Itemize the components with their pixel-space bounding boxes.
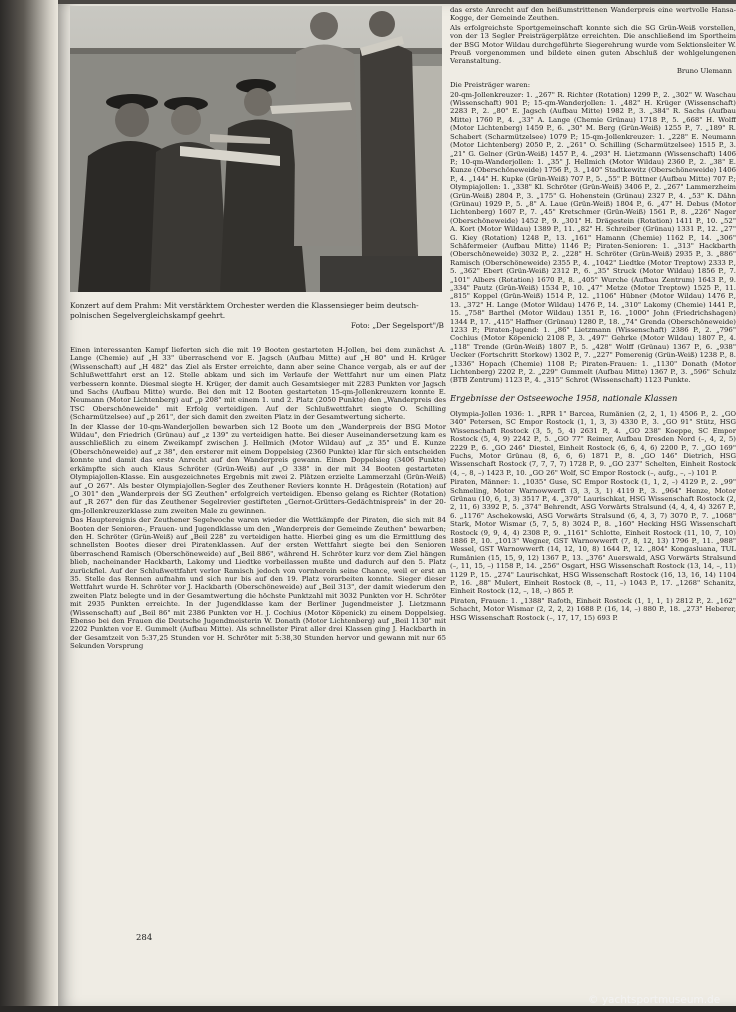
- results-section-title: Ergebnisse der Ostseewoche 1958, nationale Klassen: [450, 392, 678, 403]
- photo-credit: Foto: „Der Segelsport"/B: [350, 321, 444, 330]
- article-paragraph: In der Klasse der 10-qm-Wanderjollen bewarben sich 12 Boote um den „Wanderpreis der BSG Motor Wildau", den Friedrich (Grünau) auf „z 139" zu verteidigen hatte. Bei dieser Auseinandersetzung kam es ausschließlich zu einem Zweikampf zwischen J. Hellmich (Motor Wildau) auf „z 35" und E. Kunze (Oberschöneweide) auf „z 38", den ersterer mit einem Doppelsieg (2360 Punkte) klar für sich entscheiden konnte und damit das erste Anrecht auf den Wanderpreis gewann. Einen Doppelsieg (3406 Punkte) erkämpfte sich auch Klaus Schröter (Grün-Weiß) auf „O 338" in der mit 34 Booten gestarteten Olympiajollen-Klasse. Ein ausgezeichnetes Ergebnis mit zwei 2. Plätzen erzielte Lammerzahl (Grün-Weiß) auf „O 267". Als bester Olympiajollen-Segler des Zeuthener Reviers konnte H. Drägestein (Rotation) auf „O 301" den „Wanderpreis der SG Zeuthen" erfolgreich verteidigen. Ebenso gelang es Richter (Rotation) auf „R 267" den für das Zeuthener Segelrevier gestifteten „Gernot-Grütters-Gedächtnispreis" in der 20-qm-Jollenkreuzerklasse zum zweiten Male zu gewinnen.: [70, 422, 446, 515]
- article-right-column: [450, 6, 736, 623]
- bottom-band: [0, 1006, 736, 1012]
- caption-text: Konzert auf dem Prahm: Mit verstärktem Orchester werden die Klassensieger beim deutsch-polnischen Segelvergleichskampf geehrt.: [70, 301, 419, 320]
- article-left-column: [70, 346, 446, 652]
- results-piraten-frauen: Piraten, Frauen: 1. „1388" Rafoth, Einheit Rostock (1, 1, 1, 1) 2812 P., 2. „162" Schacht, Motor Wismar (2, 2, 2, 2) 1688 P. (16, 14, –) 880 P., 18. „273" Heberer, HSG Wissenschaft Rostock (–, 17, 17, 15) 693 P.: [450, 596, 736, 622]
- winners-list: 20-qm-Jollenkreuzer: 1. „267" R. Richter (Rotation) 1299 P., 2. „302" W. Waschau (Wissenschaft) 901 P.; 15-qm-Wanderjollen: 1. „482" H. Krüger (Wissenschaft) 2283 P., 2. „80" E. Jagsch (Aufbau Mitte) 1982 P., 3. „384" R. Sachs (Aufbau Mitte) 1760 P., 4. „33" A. Lange (Chemie Grünau) 1718 P., 5. „668" H. Wolff (Motor Lichtenberg) 1459 P., 6. „30" M. Berg (Grün-Weiß) 1255 P., 7. „189" R. Schabert (Scharmützelsee) 1079 P.; 15-qm-Jollenkreuzer: 1. „228" E. Neumann (Motor Lichtenberg) 2050 P., 2. „261" O. Schilling (Scharmützelsee) 1515 P., 3. „21" G. Gelner (Grün-Weiß) 1457 P., 4. „293" H. Lietzmann (Wissenschaft) 1406 P.; 10-qm-Wanderjollen: 1. „35" J. Hellmich (Motor Wildau) 2360 P., 2. „38" E. Kunze (Oberschöneweide) 1756 P., 3. „140" Stadtkewitz (Oberschöneweide) 1406 P., 4. „144" H. Kupke (Grün-Weiß) 707 P., 5. „55" P. Büttner (Aufbau Mitte) 707 P.; Olympiajollen: 1. „338" Kl. Schröter (Grün-Weiß) 3406 P., 2. „267" Lammerzheim (Grün-Weiß) 2804 P., 3. „175" G. Hohenstein (Grünau) 2327 P., 4. „53" K. Dähn (Grünau) 1929 P., 5. „8" A. Laue (Grün-Weiß) 1804 P., 6. „47" H. Debus (Motor Lichtenberg) 1607 P., 7. „45" Kretschmer (Grün-Weiß) 1561 P., 8. „226" Nager (Oberschöneweide) 1452 P., 9. „301" H. Drägestein (Rotation) 1411 P., 10. „52" A. Kort (Motor Wildau) 1389 P., 11. „82" H. Schreiber (Grünau) 1331 P., 12. „27" G. Kiey (Rotation) 1248 P., 13. „161" Hamann (Chemie) 1162 P., 14. „306" Schäfermeier (Aufbau Mitte) 1146 P.; Piraten-Senioren: 1. „313" Hackbarth (Oberschöneweide) 3032 P., 2. „228" H. Schröter (Grün-Weiß) 2935 P., 3. „886" Ramisch (Oberschöneweide) 2355 P., 4. „1042" Liedtke (Motor Treptow) 2333 P., 5. „362" Ebert (Grün-Weiß) 2312 P., 6. „35" Struck (Motor Wildau) 1856 P., 7. „101" Albers (Rotation) 1670 P., 8. „405" Wurche (Aufbau Zentrum) 1643 P., 9. „334" Pautz (Grün-Weiß) 1534 P., 10. „47" Metze (Motor Treptow) 1525 P., 11. „815" Koppel (Grün-Weiß) 1514 P., 12. „1106" Hübner (Motor Wildau) 1476 P., 13. „372" H. Lange (Motor Wildau) 1476 P., 14. „310" Lakomy (Chemie) 1441 P., 15. „758" Barthel (Motor Wildau) 1351 P., 16. „1000" John (Friedrichshagen) 1344 P., 17. „415" Haffner (Grünau) 1280 P., 18. „74" Grenda (Oberschöneweide) 1233 P.; Piraten-Jugend: 1. „86" Lietzmann (Wissenschaft) 2386 P., 2. „796" Cochius (Motor Köpenick) 2108 P., 3. „497" Gehrke (Motor Wildau) 1807 P., 4. „118" Trende (Grün-Weiß) 1807 P., 5. „428" Wolff (Grünau) 1367 P., 6. „938" Uecker (Fortschritt Storkow) 1302 P., 7. „227" Pomerenig (Grün-Weiß) 1238 P., 8. „1336" Hopach (Chemie) 1108 P.; Piraten-Frauen: 1. „1130" Donath (Motor Lichtenberg) 2202 P., 2. „229" Gummelt (Aufbau Mitte) 1367 P., 3. „596" Schulz (BTB Zentrum) 1123 P., 4. „315" Schrot (Wissenschaft) 1123 Punkte.: [450, 90, 736, 385]
- article-continuation: das erste Anrecht auf den heißumstrittenen Wanderpreis eine wertvolle Hansa-Kogge, der Gemeinde Zeuthen.: [450, 6, 736, 23]
- article-paragraph: Einen interessanten Kampf lieferten sich die mit 19 Booten gestarteten H-Jollen, bei dem zunächst A. Lange (Chemie) auf „H 33" überraschend vor E. Jagsch (Aufbau Mitte) auf „H 80" und H. Krüger (Wissenschaft) auf „H 482" das Ziel als Erster erreichte, dann aber seine Chance vergab, als er auf der Schlußwettfahrt erst an 12. Stelle abkam und sich im Verlaufe der Wettfahrt nur um einen Platz verbessern konnte. Diesmal siegte H. Krüger, der damit auch Gesamtsieger mit 2283 Punkten vor Jagsch und Sachs (Aufbau Mitte) wurde. Bei den mit 12 Booten gestarteten 15-qm-Jollenkreuzern konnte E. Neumann (Motor Lichtenberg) auf „p 208" mit einem 1. und 2. Platz (2050 Punkte) den „Wanderpreis des TSC Oberschöneweide" mit Erfolg verteidigen. Auf der Schlußwettfahrt siegte O. Schilling (Scharmützelsee) auf „p 261", der sich damit den zweiten Platz in der Gesamtwertung sicherte.: [70, 346, 446, 422]
- concert-photo: [70, 6, 442, 292]
- winners-heading: Die Preisträger waren:: [450, 81, 531, 90]
- book-spine: [0, 0, 58, 1012]
- watermark: © yachtsportmuseum.de: [588, 994, 721, 1006]
- magazine-page: [58, 4, 736, 1007]
- page-number: 284: [136, 933, 153, 943]
- results-piraten-maenner: Piraten, Männer: 1. „1035" Guse, SC Empor Rostock (1, 1, 2, –) 4129 P., 2. „99" Schmeling, Motor Warnowwerft (3, 3, 3, 1) 4119 P., 3. „964" Henze, Motor Grünau (10, 6, 1, 3) 3517 P., 4. „370" Laurischkat, HSG Wissenschaft Rostock (2, 2, 11, 6) 3392 P., 5. „374" Behrendt, ASG Vorwärts Stralsund (4, 4, 4, 4) 3267 P., 6. „1176" Aschekowski, ASG Vorwärts Stralsund (6, 4, 3, 7) 3070 P., 7. „1068" Stark, Motor Wismar (5, 7, 5, 8) 3024 P., 8. „160" Hecking HSG Wissenschaft Rostock (9, 9, 4, 4) 2308 P., 9. „1161" Schlotte, Einheit Rostock (11, 10, 7, 10) 1886 P., 10. „1013" Wegner, GST Warnowwerft (7, 8, 12, 13) 1796 P., 11. „988" Wessel, GST Warnowwerft (14, 12, 10, 8) 1644 P., 12. „804" Kongasluana, TUL Rumänien (15, 15, 9, 12) 1367 P., 13. „376" Auerswald, ASG Vorwärts Stralsund (–, 11, 15, –) 1158 P., 14. „256" Osgart, HSG Wissenschaft Rostock (13, 14, –, 11) 1129 P., 15. „274" Laurischkat, HSG Wissenschaft Rostock (16, 13, 16, 14) 1104 P., 16. „88" Mulert, Einheit Rostock (8, –, 11, –) 1043 P., 17. „1268" Schanitz, Einheit Rostock (12, –, 18, –) 865 P.: [450, 478, 736, 596]
- photo-image: [70, 6, 442, 292]
- article-paragraph: Das Hauptereignis der Zeuthener Segelwoche waren wieder die Wettkämpfe der Piraten, die sich mit 84 Booten der Senioren-, Frauen- und Jugendklasse um den „Wanderpreis der Gemeinde Zeuthen" bewarben; den H. Schröter (Grün-Weiß) auf „Beil 228" zu verteidigen hatte. Hierbei ging es um die Ermittlung des schnellsten Bootes dieser drei Piratenklassen. Auf der ersten Wettfahrt siegte bei den Senioren überraschend Ramisch (Oberschöneweide) auf „Beil 886", während H. Schröter kurz vor dem Ziel hängen blieb, nacheinander Hackbarth, Lakomy und Liedtke vorbeilassen mußte und dadurch auf den 5. Platz zurückfiel. Auf der Schlußwettfahrt verlor Ramisch jedoch von vornherein seine Chance, weil er erst an 35. Stelle das Rennen aufnahm und sich nur bis auf den 19. Platz vorarbeiten konnte. Sieger dieser Wettfahrt wurde H. Schröter vor J. Hackbarth (Oberschöneweide) auf „Beil 313", der damit wiederum den zweiten Platz belegte und in der Gesamtwertung die höchste Punktzahl mit 3032 Punkten vor H. Schröter mit 2935 Punkten erreichte. In der Jugendklasse kam der Berliner Jugendmeister J. Lietzmann (Wissenschaft) auf „Beil 86" mit 2386 Punkten vor H. J. Cochius (Motor Köpenick) zu einem Doppelsieg. Ebenso bei den Frauen die Deutsche Jugendmeisterin W. Donath (Motor Lichtenberg) auf „Beil 1130" mit 2202 Punkten vor E. Gummelt (Aufbau Mitte). Als schnellster Pirat aller drei Klassen ging J. Hackbarth in der Gesamtzeit von 5:37,25 Stunden vor H. Schröter mit 5:38,30 Stunden hervor und gewann mit nur 65 Sekunden Vorsprung: [70, 516, 446, 651]
- article-summary: Als erfolgreichste Sportgemeinschaft konnte sich die SG Grün-Weiß vorstellen, von der 13 Segler Preisträgerplätze erreichten. Die anschließend im Sportheim der BSG Motor Wildau durchgeführte Siegerehrung wurde vom Sektionsleiter W. Preuß vorgenommen und bildete einen guten Abschluß der wohlgelungenen Veranstaltung.: [450, 23, 736, 66]
- results-olympia: Olympia-Jollen 1936: 1. „RPR 1" Barcea, Rumänien (2, 2, 1, 1) 4506 P., 2. „GO 340" Petersen, SC Empor Rostock (1, 1, 3, 3) 4330 P., 3. „GO 91" Stütz, HSG Wissenschaft Rostock (3, 5, 5, 4) 2631 P., 4. „GO 238" Koeppe, SC Empor Rostock (5, 4, 9) 2242 P., 5. „GO 77" Reimer, Aufbau Dresden Nord (–, 4, 2, 5) 2229 P., 6. „GO 246" Diestel, Einheit Rostock (6, 6, 4, 6) 2200 P., 7. „GO 169" Fuchs, Motor Grünau (8, 6, 6, 6) 1871 P., 8. „GO 146" Dietrich, HSG Wissenschaft Rostock (7, 7, 7, 7) 1728 P., 9. „GO 237" Schelten, Einheit Rostock (4, –, 8, –) 1423 P., 10. „GO 26" Wolf, SC Empor Rostock (–, aufg., –, –) 101 P.: [450, 409, 736, 477]
- photo-caption: [70, 301, 444, 331]
- author-signature: Bruno Ulemann: [676, 66, 732, 75]
